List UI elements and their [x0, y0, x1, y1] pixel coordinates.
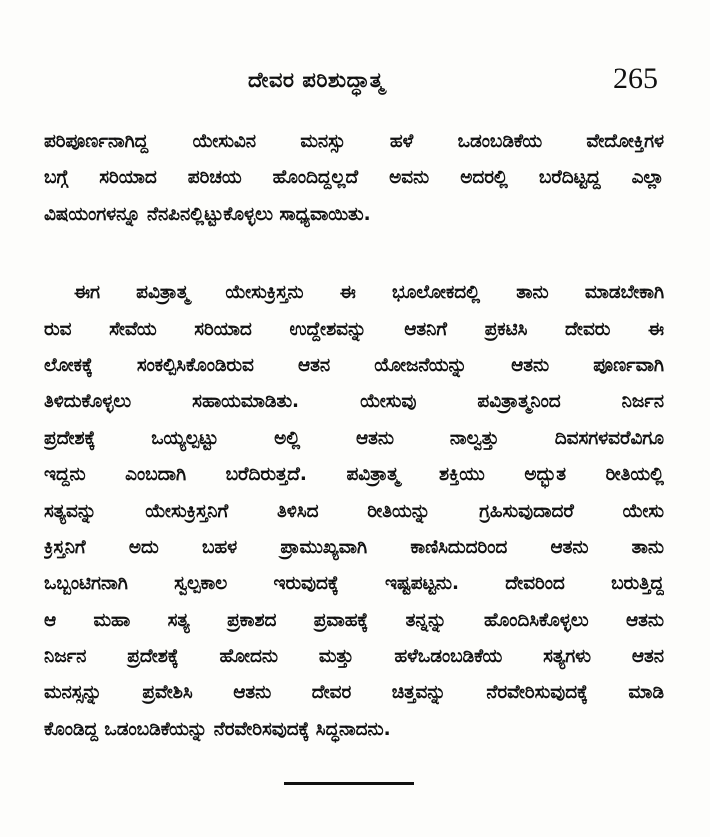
text-line: ಮನಸ್ಸನ್ನು ಪ್ರವೇಶಿಸಿ ಆತನು ದೇವರ ಚಿತ್ತವನ್ನು ನೆರವೇರಿಸುವುದಕ್ಕೆ ಮಾಡಿ	[44, 682, 664, 704]
text-line: ಪರಿಪೂರ್ಣನಾಗಿದ್ದ ಯೇಸುವಿನ ಮನಸ್ಸು ಹಳೆ ಒಡಂಬಡಿಕೆಯ ವೇದೋಕ್ತಿಗಳ	[44, 131, 664, 152]
running-header	[0, 62, 710, 102]
text-line: ಇದ್ದನು ಎಂಬದಾಗಿ ಬರೆದಿರುತ್ತದೆ. ಪವಿತ್ರಾತ್ಮ ಶಕ್ತಿಯು ಅದ್ಭುತ ರೀತಿಯಲ್ಲಿ	[44, 464, 664, 486]
body-text	[44, 124, 664, 748]
text-line: ನಿರ್ಜನ ಪ್ರದೇಶಕ್ಕೆ ಹೋದನು ಮತ್ತು ಹಳೆಒಡಂಬಡಿಕೆಯ ಸತ್ಯಗಳು ಆತನ	[44, 646, 664, 668]
text-line: ರುವ ಸೇವೆಯ ಸರಿಯಾದ ಉದ್ದೇಶವನ್ನು ಆತನಿಗೆ ಪ್ರಕಟಿಸಿ ದೇವರು ಈ	[44, 318, 664, 340]
paragraph-1	[44, 124, 664, 233]
page-number: 265	[613, 62, 658, 95]
text-line: ಕೊಂಡಿದ್ದ ಒಡಂಬಡಿಕೆಯನ್ನು ನೆರವೇರಿಸವುದಕ್ಕೆ ಸಿದ್ಧನಾದನು.	[44, 718, 391, 740]
text-line: ಪ್ರದೇಶಕ್ಕೆ ಒಯ್ಯಲ್ಪಟ್ಟು ಅಲ್ಲಿ ಆತನು ನಾಲ್ವತ್ತು ದಿವಸಗಳವರೆವಿಗೂ	[44, 427, 664, 449]
text-line: ತಿಳಿದುಕೊಳ್ಳಲು ಸಹಾಯಮಾಡಿತು. ಯೇಸುವು ಪವಿತ್ರಾತ್ಮನಿಂದ ನಿರ್ಜನ	[44, 391, 664, 413]
text-line: ಒಬ್ಬಂಟಿಗನಾಗಿ ಸ್ವಲ್ಪಕಾಲ ಇರುವುದಕ್ಕೆ ಇಷ್ಟಪಟ್ಟನು. ದೇವರಿಂದ ಬರುತ್ತಿದ್ದ	[44, 573, 664, 595]
paragraph-2	[44, 275, 664, 748]
text-line: ಕ್ರಿಸ್ತನಿಗೆ ಅದು ಬಹಳ ಪ್ರಾಮುಖ್ಯವಾಗಿ ಕಾಣಿಸಿದುದರಿಂದ ಆತನು ತಾನು	[44, 536, 664, 558]
text-line: ವಿಷಯಂಗಳನ್ನೂ ನೆನಪಿನಲ್ಲಿಟ್ಟುಕೊಳ್ಳಲು ಸಾಧ್ಯವಾಯಿತು.	[44, 203, 371, 225]
text-line: ಸತ್ಯವನ್ನು ಯೇಸುಕ್ರಿಸ್ತನಿಗೆ ತಿಳಿಸಿದ ರೀತಿಯನ್ನು ಗ್ರಹಿಸುವುದಾದರೆ ಯೇಸು	[44, 500, 664, 522]
chapter-title: ದೇವರ ಪರಿಶುದ್ಧಾತ್ಮ	[248, 68, 385, 92]
text-line: ಲೋಕಕ್ಕೆ ಸಂಕಲ್ಪಿಸಿಕೊಂಡಿರುವ ಆತನ ಯೋಜನೆಯನ್ನು ಆತನು ಪೂರ್ಣವಾಗಿ	[44, 354, 664, 376]
paragraph-gap	[44, 233, 664, 275]
text-line: ಈಗ ಪವಿತ್ರಾತ್ಮ ಯೇಸುಕ್ರಿಸ್ತನು ಈ ಭೂಲೋಕದಲ್ಲಿ ತಾನು ಮಾಡಬೇಕಾಗಿ	[74, 282, 664, 304]
text-line: ಬಗ್ಗೆ ಸರಿಯಾದ ಪರಿಚಯ ಹೊಂದಿದ್ದಲ್ಲದೆ ಅವನು ಅದರಲ್ಲಿ ಬರೆದಿಟ್ಟದ್ದ ಎಲ್ಲಾ	[44, 167, 664, 189]
text-line: ಆ ಮಹಾ ಸತ್ಯ ಪ್ರಕಾಶದ ಪ್ರವಾಹಕ್ಕೆ ತನ್ನನ್ನು ಹೊಂದಿಸಿಕೊಳ್ಳಲು ಆತನು	[44, 609, 664, 631]
section-end-rule	[284, 782, 414, 785]
